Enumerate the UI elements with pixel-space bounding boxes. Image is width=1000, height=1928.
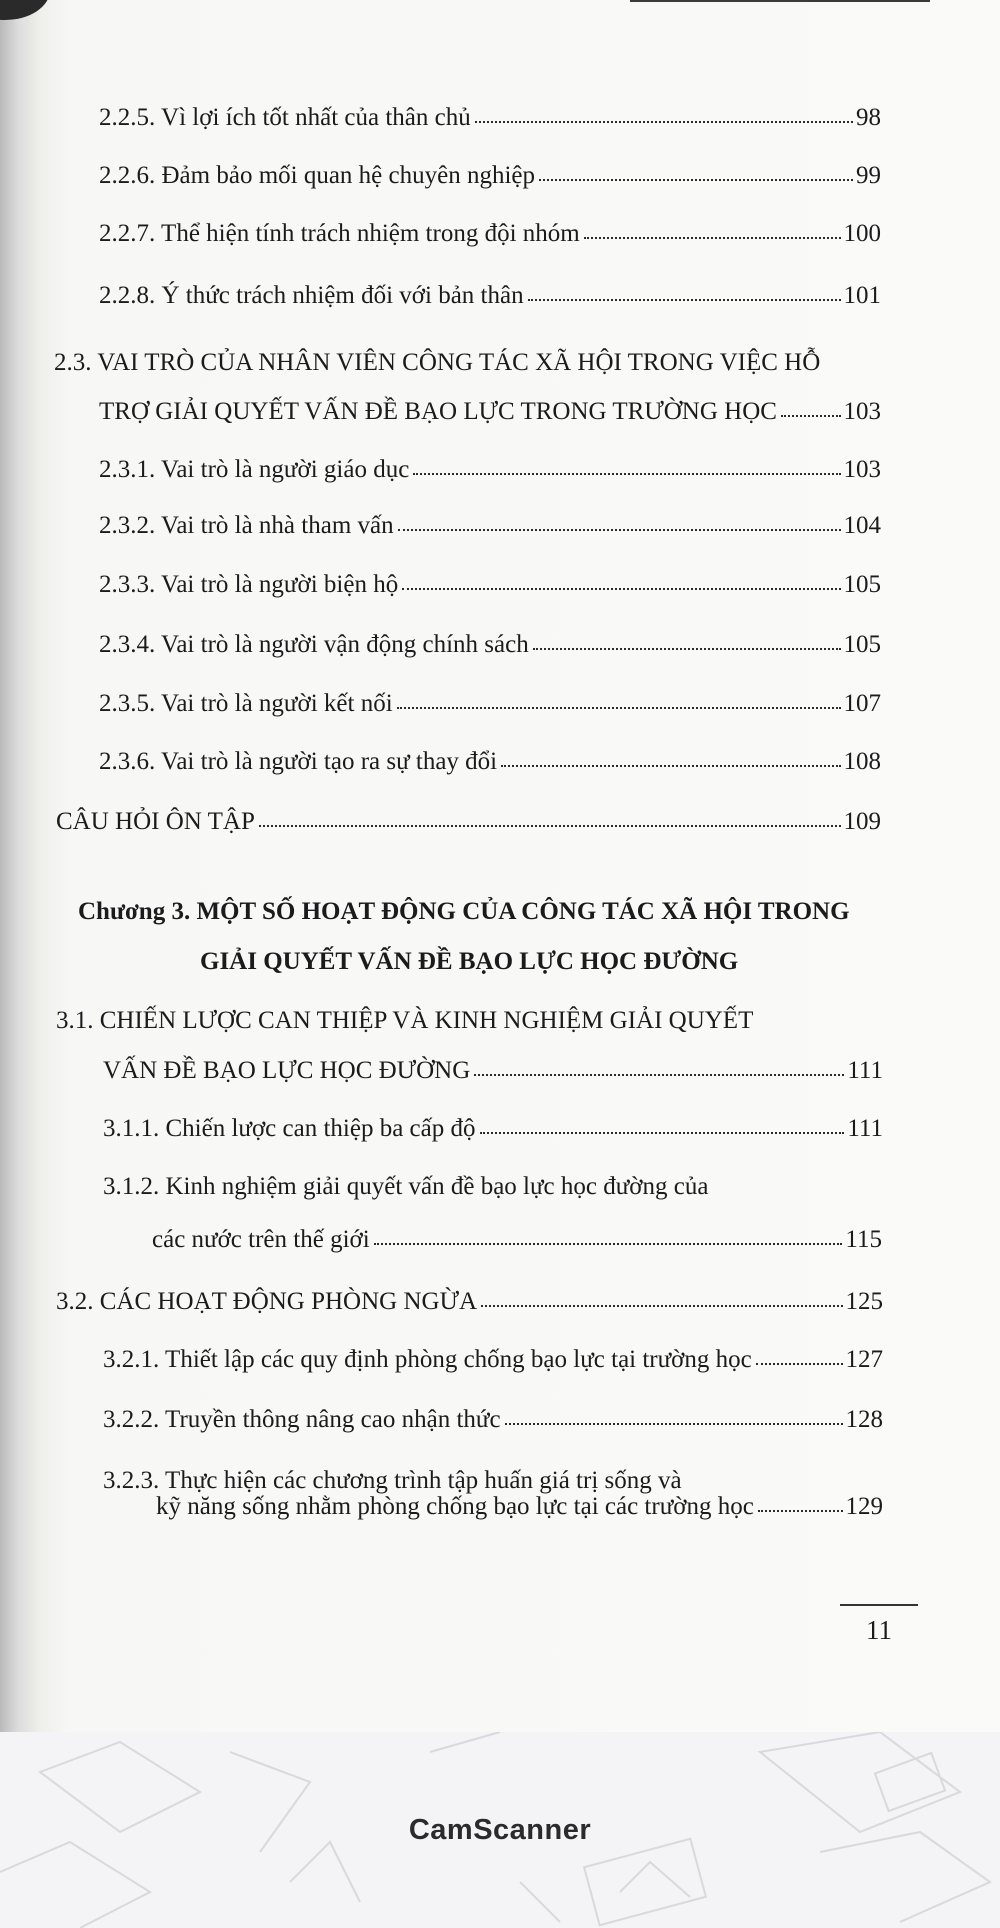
toc-leader-dots (584, 236, 841, 239)
toc-entry-label: 3.1.2. Kinh nghiệm giải quyết vấn đề bạo lực học đường của (103, 1173, 709, 1200)
toc-entry-label: CÂU HỎI ÔN TẬP (56, 808, 255, 835)
toc-entry (56, 1287, 883, 1317)
page-number: 11 (866, 1615, 892, 1645)
toc-entry-page: 99 (856, 162, 881, 189)
page-number-rule (840, 1604, 918, 1606)
toc-entry-label: TRỢ GIẢI QUYẾT VẤN ĐỀ BẠO LỰC TRONG TRƯỜNG HỌC (99, 398, 777, 425)
toc-entry-label: 2.3.5. Vai trò là người kết nối (99, 690, 393, 717)
toc-section-heading: 3.1. CHIẾN LƯỢC CAN THIỆP VÀ KINH NGHIỆM GIẢI QUYẾT (56, 1007, 754, 1034)
toc-entry-page: 101 (843, 282, 881, 309)
toc-entry-page: 105 (843, 571, 881, 598)
toc-leader-dots (474, 1073, 844, 1076)
toc-entry-label: 3.2.2. Truyền thông nâng cao nhận thức (103, 1406, 501, 1433)
toc-entry-label: 2.2.5. Vì lợi ích tốt nhất của thân chủ (99, 104, 471, 131)
camscanner-brand: CamScanner (408, 1814, 592, 1846)
toc-entry-label: 2.3.4. Vai trò là người vận động chính sách (99, 631, 529, 658)
toc-entry-label: 3.2.1. Thiết lập các quy định phòng chống bạo lực tại trường học (103, 1346, 752, 1373)
toc-leader-dots (505, 1422, 843, 1425)
toc-entry (103, 1056, 883, 1086)
toc-entry-page: 103 (843, 456, 881, 483)
toc-leader-dots (402, 587, 840, 590)
toc-entry (99, 630, 881, 660)
toc-entry-page: 108 (843, 748, 881, 775)
toc-leader-dots (756, 1362, 843, 1365)
toc-entry-page: 128 (845, 1406, 883, 1433)
toc-leader-dots (481, 1304, 842, 1307)
toc-entry-page: 107 (843, 690, 881, 717)
toc-entry (103, 1345, 883, 1375)
toc-entry-label: VẤN ĐỀ BẠO LỰC HỌC ĐƯỜNG (103, 1057, 471, 1084)
toc-leader-dots (758, 1509, 843, 1512)
toc-entry-label: 2.2.8. Ý thức trách nhiệm đối với bản thân (99, 282, 524, 309)
toc-entry-label: 2.3.2. Vai trò là nhà tham vấn (99, 512, 394, 539)
toc-leader-dots (533, 647, 841, 650)
toc-entry-label: 3.2. CÁC HOẠT ĐỘNG PHÒNG NGỪA (56, 1288, 478, 1315)
toc-leader-dots (398, 528, 841, 531)
toc-entry (99, 689, 881, 719)
toc-entry-page: 100 (843, 220, 881, 247)
toc-entry-page: 111 (847, 1115, 883, 1142)
toc-entry-page: 104 (843, 512, 881, 539)
toc-entry (103, 1114, 883, 1144)
toc-leader-dots (475, 120, 853, 123)
chapter-heading: Chương 3. MỘT SỐ HOẠT ĐỘNG CỦA CÔNG TÁC XÃ HỘI TRONG (78, 898, 850, 925)
toc-entry (99, 103, 881, 133)
toc-entry-label: các nước trên thế giới (152, 1226, 370, 1253)
toc-entry (152, 1225, 882, 1255)
toc-leader-dots (539, 178, 853, 181)
toc-entry-page: 125 (845, 1288, 883, 1315)
toc-entry (99, 161, 881, 191)
toc-leader-dots (397, 706, 841, 709)
toc-entry-page: 109 (843, 808, 881, 835)
toc-entry-page: 127 (845, 1346, 883, 1373)
toc-entry-label: 2.2.7. Thể hiện tính trách nhiệm trong đội nhóm (99, 220, 580, 247)
toc-entry-page: 98 (856, 104, 881, 131)
chapter-heading: GIẢI QUYẾT VẤN ĐỀ BẠO LỰC HỌC ĐƯỜNG (200, 948, 739, 975)
toc-entry (99, 747, 881, 777)
toc-entry-label: 3.2.3. Thực hiện các chương trình tập huấn giá trị sống và (103, 1467, 682, 1494)
toc-leader-dots (413, 472, 840, 475)
toc-leader-dots (781, 414, 841, 417)
toc-entry-label: 2.2.6. Đảm bảo mối quan hệ chuyên nghiệp (99, 162, 536, 189)
toc-entry-label: 2.3.3. Vai trò là người biện hộ (99, 571, 399, 598)
toc-entry (99, 281, 881, 311)
toc-entry (99, 455, 881, 485)
toc-entry-page: 115 (845, 1226, 882, 1253)
toc-entry-label: 2.3.6. Vai trò là người tạo ra sự thay đổi (99, 748, 498, 775)
toc-entry (99, 511, 881, 541)
toc-entry-page: 103 (843, 398, 881, 425)
toc-leader-dots (374, 1242, 843, 1245)
toc-entry (103, 1405, 883, 1435)
toc-entry-label: kỹ năng sống nhằm phòng chống bạo lực tại các trường học (156, 1493, 754, 1520)
toc-leader-dots (501, 764, 840, 767)
toc-entry (156, 1492, 883, 1522)
toc-entry-page: 105 (843, 631, 881, 658)
toc-section-heading: 2.3. VAI TRÒ CỦA NHÂN VIÊN CÔNG TÁC XÃ HỘI TRONG VIỆC HỖ (54, 349, 821, 376)
toc-entry-label: 2.3.1. Vai trò là người giáo dục (99, 456, 410, 483)
toc-entry (56, 807, 881, 837)
toc-entry (99, 219, 881, 249)
toc-entry-page: 129 (845, 1493, 883, 1520)
camscanner-footer (0, 1732, 1000, 1928)
toc-entry (99, 397, 881, 427)
toc-leader-dots (259, 824, 841, 827)
toc-entry (99, 570, 881, 600)
toc-entry-page: 111 (847, 1057, 883, 1084)
toc-entry-label: 3.1.1. Chiến lược can thiệp ba cấp độ (103, 1115, 476, 1142)
toc-leader-dots (480, 1131, 845, 1134)
toc-leader-dots (528, 298, 841, 301)
